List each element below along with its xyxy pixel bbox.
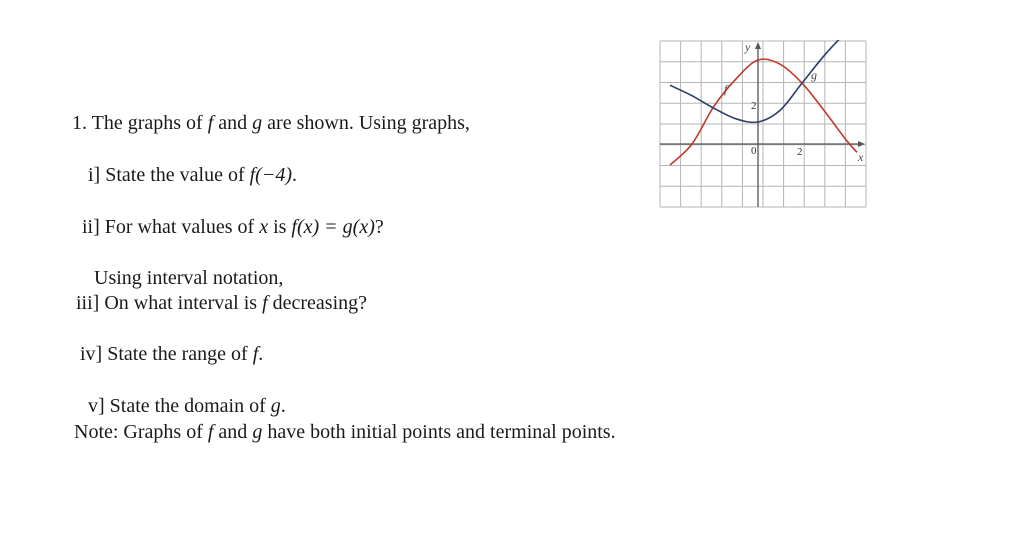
y-axis-arrow — [755, 42, 761, 49]
q4-period: . — [258, 343, 264, 365]
q3-text-post: decreasing? — [267, 292, 368, 314]
q2-question-mark: ? — [374, 216, 384, 238]
q5-period: . — [280, 395, 286, 417]
function-graph — [658, 40, 868, 208]
q3-text: iii] On what interval is — [76, 292, 263, 314]
x-axis-label: x — [858, 150, 864, 164]
question-2 — [82, 216, 384, 239]
x-symbol: x — [259, 216, 269, 238]
y-tick-label-2: 2 — [751, 100, 757, 112]
question-3 — [76, 292, 367, 315]
footnote — [74, 421, 616, 444]
intro-text-mid: and — [213, 112, 253, 134]
y-axis-label: y — [745, 40, 751, 54]
curve-g-label: g — [811, 68, 817, 82]
intro-text: 1. The graphs of — [72, 112, 208, 134]
q1-period: . — [292, 164, 297, 186]
f-symbol: f — [207, 112, 214, 134]
x-axis-arrow — [858, 141, 865, 147]
note-text-post: have both initial points and terminal points. — [262, 421, 616, 443]
g-symbol: g — [252, 421, 263, 443]
origin-label: 0 — [751, 145, 757, 157]
f-symbol: f — [207, 421, 214, 443]
q1-text: i] State the value of — [88, 164, 250, 186]
q2-expression: f(x) = g(x) — [291, 216, 375, 238]
f-symbol: f — [262, 292, 268, 314]
question-1 — [88, 164, 297, 187]
x-tick-label-2: 2 — [797, 146, 803, 158]
intro-text-post: are shown. Using graphs, — [262, 112, 470, 134]
q2-text-mid: is — [268, 216, 292, 238]
q4-text: iv] State the range of — [80, 343, 253, 365]
q1-expression: f(−4) — [249, 164, 292, 186]
question-5 — [88, 395, 286, 418]
g-symbol: g — [270, 395, 281, 417]
interval-notation-note: Using interval notation, — [94, 267, 284, 289]
q2-text: ii] For what values of — [82, 216, 260, 238]
note-text-mid: and — [213, 421, 253, 443]
question-intro — [72, 112, 470, 135]
g-symbol: g — [252, 112, 263, 134]
question-4 — [80, 343, 263, 366]
note-text: Note: Graphs of — [74, 421, 208, 443]
curve-f-label: f — [724, 82, 728, 96]
q5-text: v] State the domain of — [88, 395, 271, 417]
f-symbol: f — [252, 343, 259, 365]
